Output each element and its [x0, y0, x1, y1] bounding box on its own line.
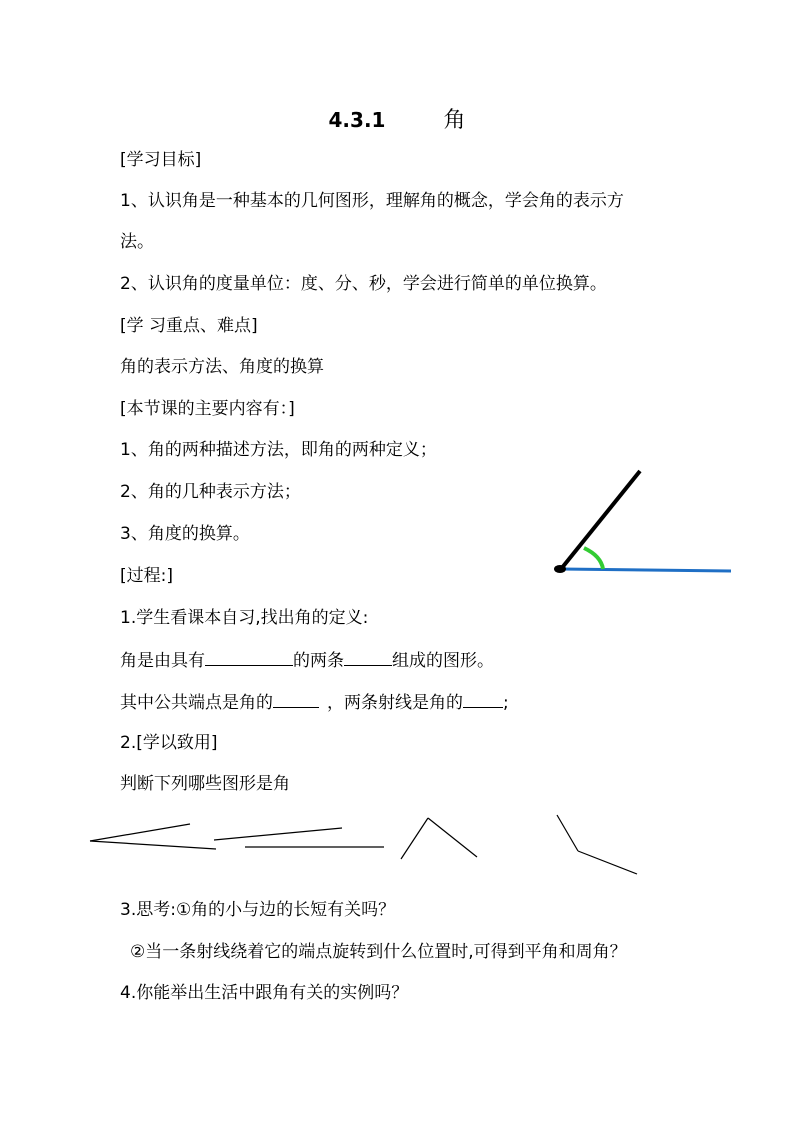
objective-2: 2、认识角的度量单位：度、分、秒，学会进行简单的单位换算。 [120, 274, 607, 294]
fill2-text-c: ; [503, 693, 509, 713]
title-number: 4.3.1 [328, 108, 386, 132]
key-points-heading: [学 习重点、难点] [120, 316, 258, 336]
figure-4 [557, 815, 637, 874]
objective-1a: 1、认识角是一种基本的几何图形，理解角的概念，学会角的表示方 [120, 191, 624, 211]
main-content-item-2: 2、角的几种表示方法； [120, 482, 301, 502]
fill2-text-a: 其中公共端点是角的 [120, 693, 273, 713]
main-content-heading: [本节课的主要内容有：] [120, 399, 295, 419]
fill2-text-b: ，两条射线是角的 [327, 693, 463, 713]
process-step-3b: ②当一条射线绕着它的端点旋转到什么位置时,可得到平角和周角？ [130, 942, 627, 962]
process-step-3: 3.思考:①角的小与边的长短有关吗？ [120, 900, 396, 920]
figure-2 [214, 828, 384, 847]
objectives-heading: [学习目标] [120, 150, 202, 170]
process-step-4: 4.你能举出生活中跟角有关的实例吗？ [120, 983, 409, 1003]
process-step-1: 1.学生看课本自习,找出角的定义: [120, 608, 369, 628]
main-content-item-1: 1、角的两种描述方法，即角的两种定义； [120, 440, 437, 460]
process-step-2: 2.[学以致用] [120, 733, 218, 753]
key-points-text: 角的表示方法、角度的换算 [120, 357, 324, 377]
figure-3 [401, 818, 477, 859]
figure-1 [90, 824, 216, 849]
process-step-2-text: 判断下列哪些图形是角 [120, 774, 290, 794]
main-content-item-3: 3、角度的换算。 [120, 524, 250, 544]
process-heading: [过程:] [120, 566, 173, 586]
fill1-text-c: 组成的图形。 [392, 651, 494, 671]
fill1-text-b: 的两条 [293, 651, 344, 671]
objective-1b: 法。 [120, 232, 154, 252]
fill1-text-a: 角是由具有 [120, 651, 205, 671]
title-word: 角 [443, 108, 466, 133]
